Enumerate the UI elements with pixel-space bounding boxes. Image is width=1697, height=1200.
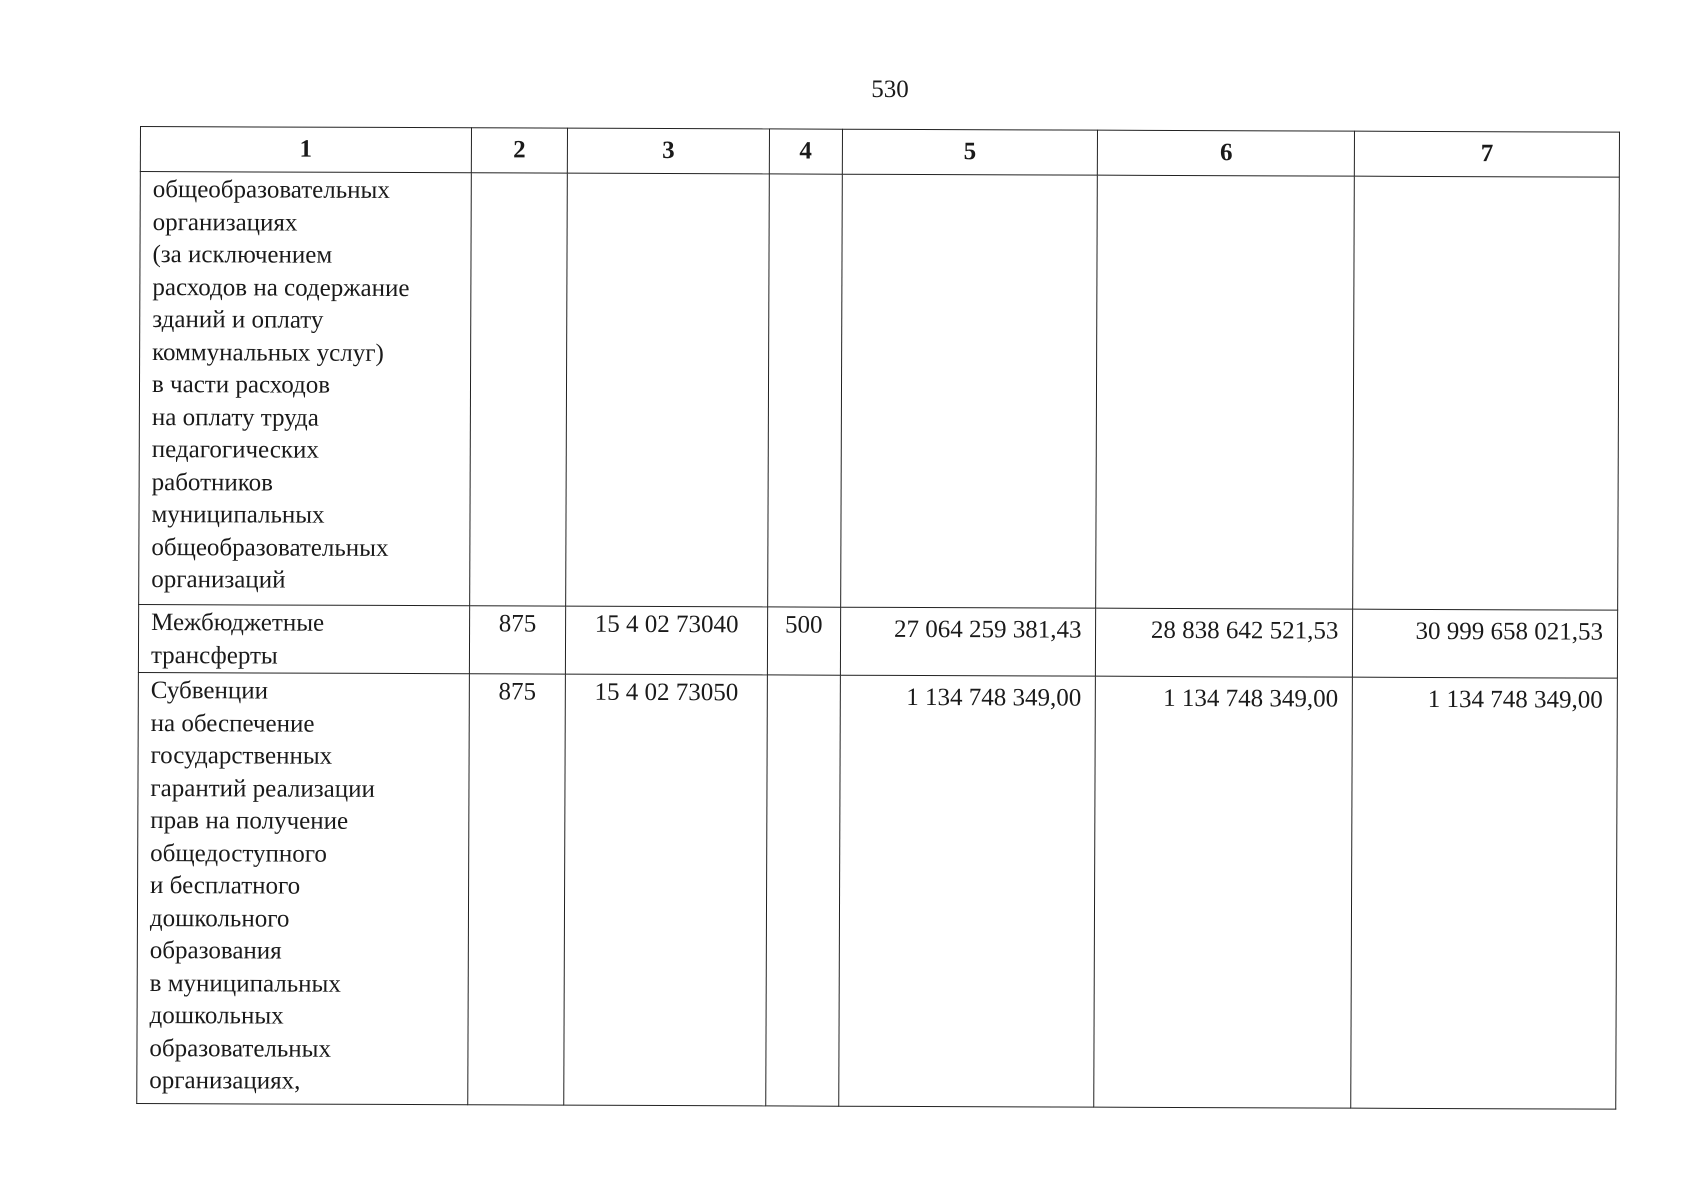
column-header-5: 5	[842, 129, 1098, 175]
table-row	[138, 604, 1617, 678]
name-line: образовательных	[149, 1034, 332, 1063]
name-line: коммунальных услуг)	[152, 338, 384, 367]
name-line: зданий и оплату	[152, 306, 324, 334]
name-line: работников	[151, 468, 274, 497]
agency-code-cell: 875	[467, 674, 565, 1105]
amount-col5-cell	[840, 174, 1098, 608]
name-line: трансферты	[150, 641, 278, 670]
name-line: в муниципальных	[149, 969, 341, 998]
row-name-cell	[137, 672, 469, 1104]
amount-col6-cell: 1 134 748 349,00	[1094, 676, 1353, 1108]
name-line: образования	[149, 937, 282, 965]
column-header-2: 2	[471, 128, 568, 173]
name-line: на оплату труда	[151, 403, 319, 432]
name-line: общедоступного	[150, 839, 327, 868]
column-header-6: 6	[1098, 130, 1355, 176]
amount-col7-cell: 1 134 748 349,00	[1351, 677, 1617, 1109]
name-line: организациях	[152, 208, 298, 237]
name-line: в части расходов	[151, 371, 331, 399]
name-line: муниципальных	[151, 501, 325, 529]
name-line: педагогических	[151, 436, 319, 464]
name-line: организаций	[151, 566, 286, 594]
table-row	[139, 172, 1620, 611]
amount-col5-cell: 27 064 259 381,43	[840, 607, 1096, 676]
target-item-code-cell: 15 4 02 73040	[566, 606, 768, 675]
expense-type-code-cell: 500	[767, 607, 840, 675]
name-line: прав на получение	[150, 807, 349, 835]
row-name-cell	[139, 172, 471, 606]
name-line: гарантий реализации	[150, 774, 375, 803]
amount-col6-cell	[1096, 175, 1355, 609]
amount-col7-cell	[1353, 176, 1619, 610]
name-line: дошкольных	[149, 1002, 284, 1030]
column-header-4: 4	[769, 129, 842, 174]
name-line: дошкольного	[149, 904, 290, 933]
name-line: государственных	[150, 742, 333, 770]
name-line: Субвенции	[150, 677, 269, 705]
expense-type-code-cell	[766, 675, 840, 1106]
name-line: организациях,	[149, 1067, 301, 1095]
name-line: общеобразовательных	[151, 533, 389, 562]
column-number-header-row	[140, 127, 1619, 178]
name-line: Межбюджетные	[151, 609, 325, 637]
column-header-7: 7	[1355, 131, 1620, 177]
name-line: и бесплатного	[150, 872, 301, 900]
column-header-1: 1	[140, 127, 471, 173]
target-item-code-cell	[566, 173, 769, 607]
amount-col7-cell: 30 999 658 021,53	[1353, 609, 1618, 678]
agency-code-cell	[469, 173, 567, 606]
name-line: расходов на содержание	[152, 273, 410, 302]
expense-type-code-cell	[768, 174, 842, 607]
amount-col6-cell: 28 838 642 521,53	[1096, 608, 1353, 677]
name-line: общеобразовательных	[152, 176, 390, 204]
page-number: 530	[871, 76, 909, 103]
name-line: на обеспечение	[150, 709, 315, 738]
column-header-3: 3	[568, 128, 770, 174]
budget-table	[136, 126, 1620, 1110]
target-item-code-cell: 15 4 02 73050	[564, 674, 767, 1106]
table-row	[137, 672, 1618, 1109]
agency-code-cell: 875	[469, 606, 566, 674]
row-name-cell	[138, 604, 469, 673]
amount-col5-cell: 1 134 748 349,00	[838, 675, 1096, 1107]
name-line: (за исключением	[152, 241, 333, 269]
